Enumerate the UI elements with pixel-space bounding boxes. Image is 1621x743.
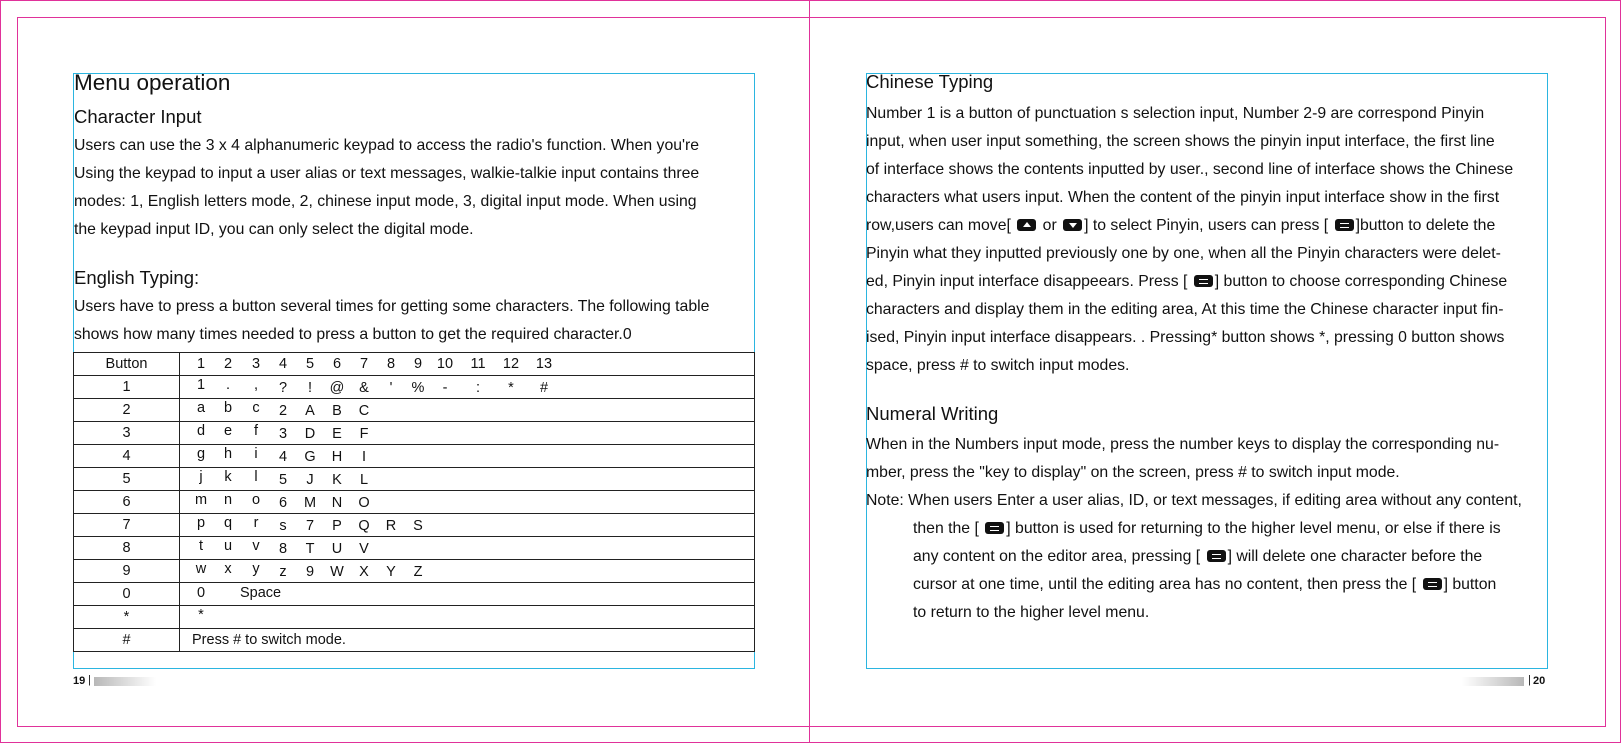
back-key-icon xyxy=(1194,275,1213,287)
characters-cell xyxy=(180,468,755,491)
table-row xyxy=(74,537,755,560)
table-char: b xyxy=(223,400,233,416)
press-count-header: 2 xyxy=(223,356,233,372)
table-char: 3 xyxy=(278,426,288,442)
press-count-header: 12 xyxy=(502,356,520,372)
button-cell: 6 xyxy=(74,491,180,514)
table-char: % xyxy=(411,380,425,396)
text-run: When in the Numbers input mode, press the number keys to display the corresponding nu- xyxy=(866,436,1500,453)
text-run: cursor at one time, until the editing area has no content, then press the [ xyxy=(913,576,1421,593)
text-run: ] button is used for returning to the higher level menu, or else if there is xyxy=(1006,520,1501,537)
paragraph-line xyxy=(866,128,1495,156)
table-note: Press # to switch mode. xyxy=(192,632,346,648)
back-key-icon xyxy=(985,522,1004,534)
table-char: 0 xyxy=(196,585,206,601)
table-char: B xyxy=(332,403,342,419)
table-char: h xyxy=(223,446,233,462)
paragraph-line xyxy=(866,459,1400,487)
table-char: ' xyxy=(389,380,393,396)
table-char: t xyxy=(198,538,204,554)
table-char: . xyxy=(225,377,231,393)
table-char: F xyxy=(359,426,369,442)
characters-cell xyxy=(180,560,755,583)
table-row xyxy=(74,468,755,491)
back-key-icon xyxy=(1423,578,1442,590)
characters-cell xyxy=(180,606,755,629)
table-char: W xyxy=(330,564,344,580)
text-run: Number 1 is a button of punctuation s selection input, Number 2-9 are correspond Pinyin xyxy=(866,105,1485,122)
text-run: of interface shows the contents inputted by user., second line of interface shows the Chinese xyxy=(866,161,1514,178)
characters-cell xyxy=(180,399,755,422)
character-input-heading: Character Input xyxy=(74,106,202,127)
press-count-header: 1 xyxy=(196,356,206,372)
characters-cell xyxy=(180,376,755,399)
table-char: # xyxy=(539,380,549,396)
paragraph-line xyxy=(866,296,1503,324)
table-char: j xyxy=(199,469,203,485)
table-char: l xyxy=(254,469,258,485)
page-number-right: 20 xyxy=(1533,675,1546,687)
press-count-header: 8 xyxy=(386,356,396,372)
table-char: V xyxy=(359,541,369,557)
text-run: Pinyin what they inputted previously one by one, when all the Pinyin characters were delet- xyxy=(866,245,1501,262)
button-cell: 4 xyxy=(74,445,180,468)
text-run: any content on the editor area, pressing [ xyxy=(913,548,1205,565)
page-title: Menu operation xyxy=(74,70,231,95)
paragraph-line xyxy=(866,431,1499,459)
table-char: Space xyxy=(240,585,282,601)
page-number-right-bar: | xyxy=(1528,674,1531,686)
characters-cell xyxy=(180,583,755,606)
table-row xyxy=(74,445,755,468)
table-char: 7 xyxy=(305,518,315,534)
press-count-header: 5 xyxy=(305,356,315,372)
table-char: s xyxy=(279,518,287,534)
text-run: ] button xyxy=(1443,576,1497,593)
text-run: ised, Pinyin input interface disappears. . Pressing* button shows *, pressing 0 button shows xyxy=(866,329,1505,346)
text-run: space, press # to switch input modes. xyxy=(866,357,1130,374)
paragraph-line xyxy=(866,268,1507,296)
table-char: r xyxy=(253,515,259,531)
table-char: m xyxy=(194,492,208,508)
characters-cell xyxy=(180,629,755,652)
text-run: Note: When users Enter a user alias, ID, or text messages, if editing area without any content, xyxy=(866,492,1522,509)
table-char: n xyxy=(223,492,233,508)
text-run: ]button to delete the xyxy=(1355,217,1496,234)
table-char: - xyxy=(442,380,448,396)
table-row xyxy=(74,583,755,606)
table-row xyxy=(74,376,755,399)
button-cell: 5 xyxy=(74,468,180,491)
table-char: M xyxy=(303,495,317,511)
table-char: : xyxy=(475,380,481,396)
button-cell: 1 xyxy=(74,376,180,399)
table-char: J xyxy=(306,472,314,488)
table-char: z xyxy=(279,564,287,580)
text-run: or xyxy=(1038,217,1062,234)
paragraph-line xyxy=(866,100,1484,128)
press-count-header: 7 xyxy=(359,356,369,372)
paragraph-line xyxy=(913,571,1496,599)
characters-cell xyxy=(180,514,755,537)
table-char: 9 xyxy=(305,564,315,580)
paragraph-line xyxy=(866,156,1513,184)
characters-cell xyxy=(180,537,755,560)
table-char: @ xyxy=(329,380,345,396)
table-char: I xyxy=(361,449,367,465)
table-char: Y xyxy=(386,564,396,580)
table-char: u xyxy=(223,538,233,554)
table-char: i xyxy=(254,446,258,462)
table-char: 2 xyxy=(278,403,288,419)
page-number-left-bar: | xyxy=(88,674,91,686)
table-char: f xyxy=(253,423,259,439)
back-key-icon xyxy=(1335,219,1354,231)
table-row xyxy=(74,399,755,422)
button-cell: # xyxy=(74,629,180,652)
table-char: 4 xyxy=(278,449,288,465)
text-run: ] button to choose corresponding Chinese xyxy=(1214,273,1508,290)
paragraph-line xyxy=(913,543,1482,571)
right-footer-gradient xyxy=(1462,677,1524,686)
left-footer-gradient xyxy=(94,677,156,686)
paragraph-line: Users have to press a button several times for getting some characters. The following table xyxy=(74,298,710,315)
text-run: ] will delete one character before the xyxy=(1227,548,1483,565)
table-char: k xyxy=(224,469,232,485)
table-char: C xyxy=(358,403,370,419)
press-count-header: 13 xyxy=(535,356,553,372)
table-char: K xyxy=(332,472,342,488)
paragraph-line: modes: 1, English letters mode, 2, chinese input mode, 3, digital input mode. When using xyxy=(74,193,697,210)
page-spine-line xyxy=(809,0,810,743)
table-char: q xyxy=(223,515,233,531)
table-char: * xyxy=(198,607,204,623)
press-count-header: 3 xyxy=(251,356,261,372)
paragraph-line: Using the keypad to input a user alias or text messages, walkie-talkie input contains three xyxy=(74,165,700,182)
table-char: A xyxy=(305,403,315,419)
paragraph-line xyxy=(866,352,1129,380)
table-char: P xyxy=(332,518,342,534)
table-char: S xyxy=(413,518,423,534)
table-char: Z xyxy=(413,564,423,580)
characters-cell xyxy=(180,445,755,468)
table-char: x xyxy=(224,561,232,577)
characters-cell xyxy=(180,422,755,445)
left-crop-line xyxy=(0,0,1,743)
button-cell: 8 xyxy=(74,537,180,560)
table-char: L xyxy=(359,472,369,488)
table-char: 8 xyxy=(278,541,288,557)
button-cell: Button xyxy=(74,353,180,376)
text-run: characters what users input. When the content of the pinyin input interface show in the first xyxy=(866,189,1500,206)
press-count-header: 11 xyxy=(470,356,486,372)
text-run: characters and display them in the editing area, At this time the Chinese character input fin- xyxy=(866,301,1504,318)
text-run: input, when user input something, the screen shows the pinyin input interface, the first line xyxy=(866,133,1495,150)
table-char: & xyxy=(359,380,369,396)
press-count-header: 10 xyxy=(436,356,454,372)
table-row xyxy=(74,514,755,537)
paragraph-line xyxy=(913,599,1149,627)
press-count-header: 6 xyxy=(332,356,342,372)
button-cell: 2 xyxy=(74,399,180,422)
text-run: ed, Pinyin input interface disappeears. Press [ xyxy=(866,273,1192,290)
button-cell: * xyxy=(74,606,180,629)
table-char: y xyxy=(252,561,260,577)
down-arrow-key-icon xyxy=(1063,219,1082,231)
button-cell: 0 xyxy=(74,583,180,606)
table-char: N xyxy=(331,495,343,511)
table-row xyxy=(74,560,755,583)
numeral-writing-heading: Numeral Writing xyxy=(866,403,999,424)
english-typing-heading: English Typing: xyxy=(74,267,200,288)
table-char: w xyxy=(195,561,207,577)
table-char: o xyxy=(251,492,261,508)
page-number-left: 19 xyxy=(73,675,86,687)
back-key-icon xyxy=(1207,550,1226,562)
button-cell: 3 xyxy=(74,422,180,445)
table-char: D xyxy=(304,426,316,442)
text-run: row,users can move[ xyxy=(866,217,1016,234)
table-row xyxy=(74,629,755,652)
table-char: T xyxy=(305,541,315,557)
paragraph-line xyxy=(866,212,1495,240)
button-cell: 7 xyxy=(74,514,180,537)
paragraph-line xyxy=(866,324,1504,352)
table-char: 5 xyxy=(278,472,288,488)
text-run: then the [ xyxy=(913,520,984,537)
press-count-header: 4 xyxy=(278,356,288,372)
paragraph-line xyxy=(866,184,1499,212)
text-run: to return to the higher level menu. xyxy=(913,604,1150,621)
paragraph-line: Users can use the 3 x 4 alphanumeric keypad to access the radio's function. When you're xyxy=(74,137,700,154)
characters-cell xyxy=(180,491,755,514)
text-run: mber, press the "key to display" on the screen, press # to switch input mode. xyxy=(866,464,1400,481)
table-char: Q xyxy=(358,518,370,534)
table-char: H xyxy=(331,449,343,465)
table-char: 1 xyxy=(196,377,206,393)
keypad-table xyxy=(73,352,755,652)
table-char: 6 xyxy=(278,495,288,511)
press-count-header: 9 xyxy=(413,356,423,372)
table-char: O xyxy=(358,495,370,511)
table-row xyxy=(74,422,755,445)
table-char: ! xyxy=(307,380,313,396)
paragraph-line xyxy=(866,240,1501,268)
table-char: R xyxy=(385,518,397,534)
table-char: g xyxy=(196,446,206,462)
paragraph-line xyxy=(913,515,1501,543)
table-char: p xyxy=(196,515,206,531)
table-char: * xyxy=(508,380,514,396)
table-row xyxy=(74,353,755,376)
paragraph-line: the keypad input ID, you can only select the digital mode. xyxy=(74,221,474,238)
table-char: a xyxy=(196,400,206,416)
table-row xyxy=(74,491,755,514)
paragraph-line xyxy=(866,487,1522,515)
table-char: , xyxy=(253,377,259,393)
table-char: ? xyxy=(278,380,288,396)
table-char: d xyxy=(196,423,206,439)
table-char: X xyxy=(359,564,369,580)
characters-cell xyxy=(180,353,755,376)
top-crop-line xyxy=(0,0,1621,1)
chinese-typing-heading: Chinese Typing xyxy=(866,71,994,92)
table-char: E xyxy=(332,426,342,442)
up-arrow-key-icon xyxy=(1017,219,1036,231)
table-char: e xyxy=(223,423,233,439)
paragraph-line: shows how many times needed to press a button to get the required character.0 xyxy=(74,326,632,343)
table-char: G xyxy=(304,449,316,465)
table-char: c xyxy=(252,400,260,416)
table-char: U xyxy=(331,541,343,557)
button-cell: 9 xyxy=(74,560,180,583)
text-run: ] to select Pinyin, users can press [ xyxy=(1084,217,1333,234)
table-row xyxy=(74,606,755,629)
table-char: v xyxy=(252,538,260,554)
